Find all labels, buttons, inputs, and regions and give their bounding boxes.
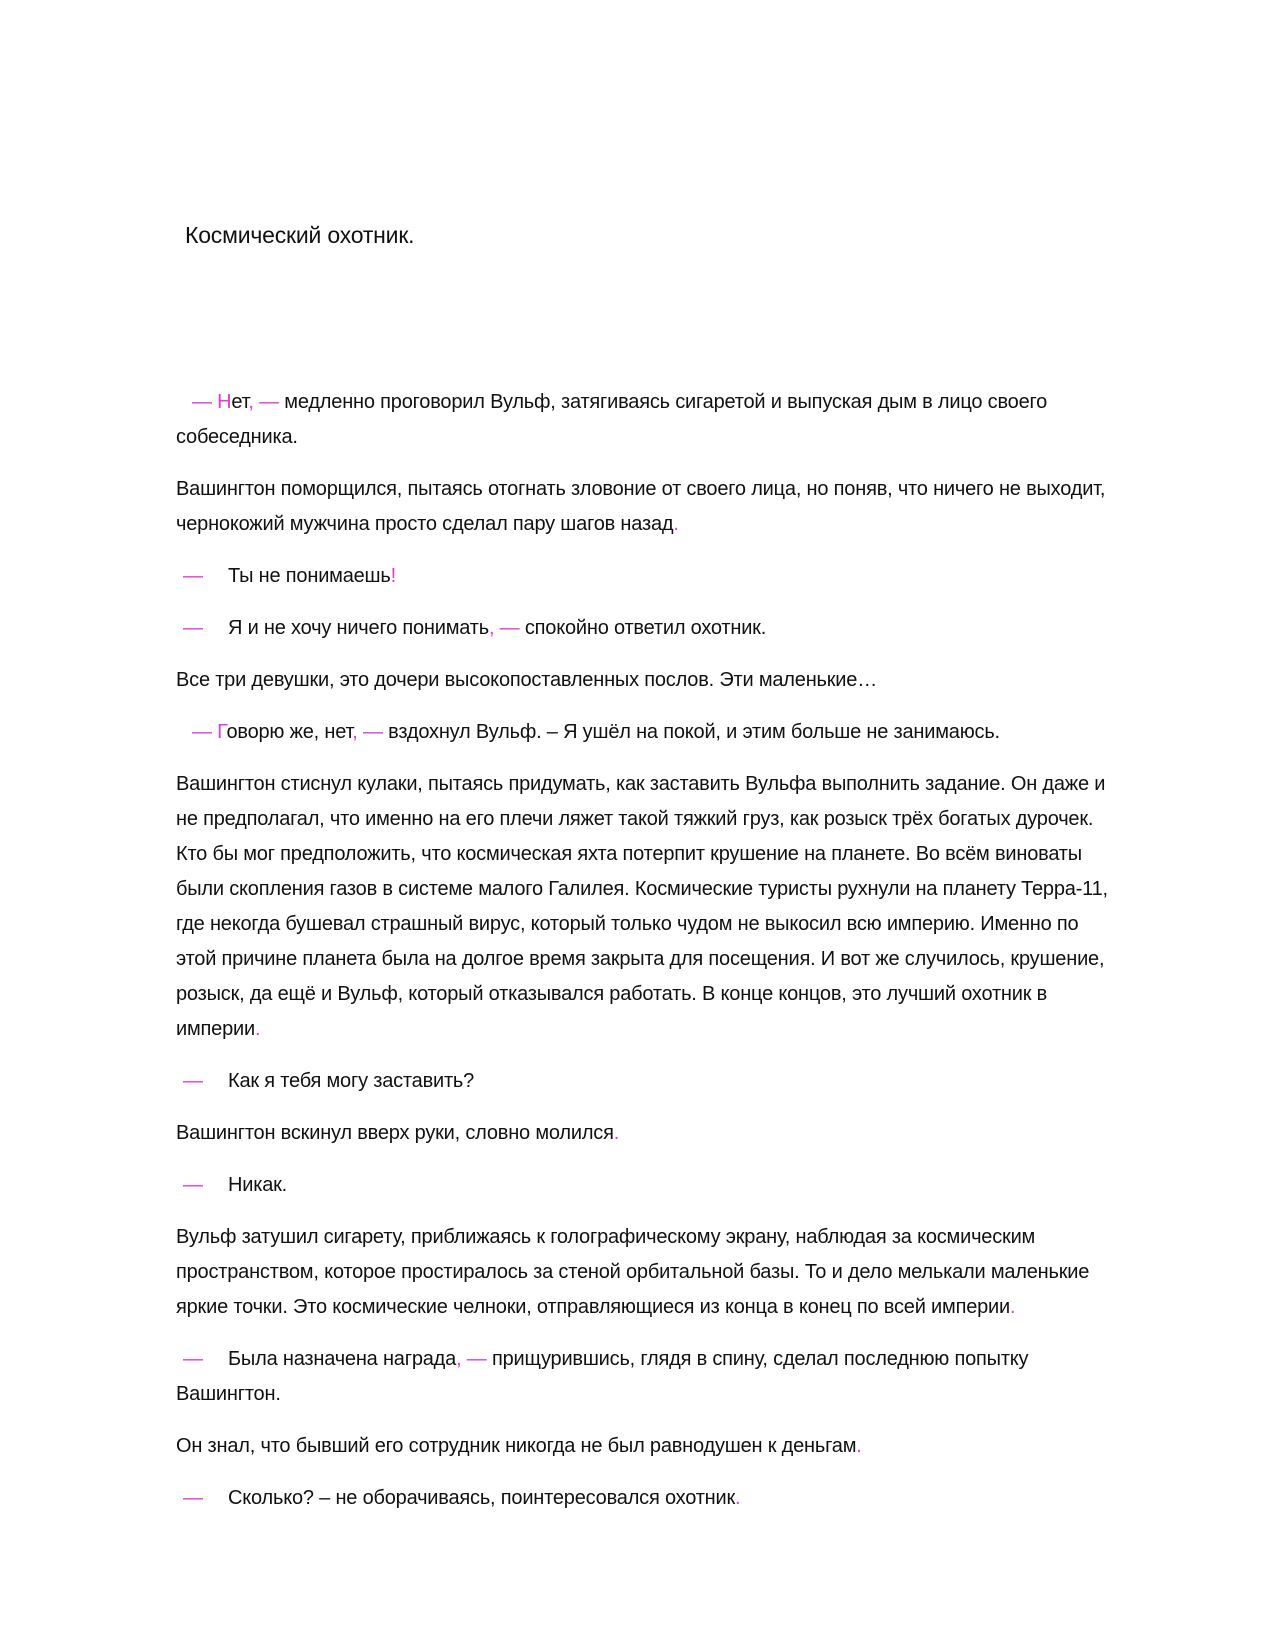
text-run: .	[254, 1018, 261, 1040]
text-run: где некогда бушевал страшный вирус, который только чудом не выкосил всю империю. Именно по	[176, 913, 1079, 935]
text-line	[176, 420, 1179, 455]
text-run: Я и не хочу ничего понимать	[228, 617, 489, 639]
text-line	[176, 1168, 1179, 1203]
text-line	[176, 611, 1179, 646]
text-line	[176, 907, 1179, 942]
text-run: .	[856, 1435, 862, 1457]
text-run: Ты не понимаешь	[228, 565, 391, 587]
text-run: были скопления газов в системе малого Галилея. Космические туристы рухнули на планету Терра-11,	[176, 878, 1108, 900]
text-run: .	[735, 1487, 741, 1509]
text-run: Вашингтон вскинул вверх руки, словно молился	[176, 1122, 614, 1144]
paragraph-14-dialogue	[176, 1481, 1179, 1516]
dialogue-dash: —	[183, 1174, 203, 1196]
document-title: Космический охотник.	[185, 222, 415, 248]
paragraph-6-quote	[176, 715, 1179, 750]
text-line	[176, 872, 1179, 907]
paragraph-2-plain	[176, 472, 1179, 542]
text-run: Никак.	[228, 1174, 288, 1196]
text-line	[176, 1342, 1179, 1377]
paragraph-4-dialogue	[176, 611, 1179, 646]
text-run: чернокожий мужчина просто сделал пару шагов назад	[176, 513, 674, 535]
text-line	[176, 1220, 1179, 1255]
text-run: — Г	[192, 721, 227, 743]
text-line	[176, 663, 1179, 698]
text-run: , —	[488, 617, 525, 639]
text-line	[176, 559, 1179, 594]
paragraph-5-plain	[176, 663, 1179, 698]
text-run: , —	[352, 721, 389, 743]
paragraph-10-dialogue	[176, 1168, 1179, 1203]
text-line	[176, 1290, 1179, 1325]
text-line	[176, 507, 1179, 542]
paragraph-1-quote	[176, 385, 1179, 455]
text-run: империи	[176, 1018, 255, 1040]
text-line	[176, 1377, 1179, 1412]
text-run: пространством, которое простиралось за стеной орбитальной базы. То и дело мелькали маленькие	[176, 1261, 1090, 1283]
text-run: прищурившись, глядя в спину, сделал последнюю попытку	[491, 1348, 1029, 1370]
text-run: Вульф затушил сигарету, приближаясь к голографическому экрану, наблюдая за космическим	[176, 1226, 1036, 1248]
text-run: .	[673, 513, 679, 535]
text-run: Кто бы мог предположить, что космическая яхта потерпит крушение на планете. Во всём виноваты	[176, 843, 1082, 865]
text-line	[176, 1481, 1179, 1516]
text-line	[176, 1116, 1179, 1151]
text-line	[176, 715, 1179, 750]
dialogue-dash: —	[183, 1348, 203, 1370]
text-run: , —	[248, 391, 285, 413]
text-run: Вашингтон стиснул кулаки, пытаясь придумать, как заставить Вульфа выполнить задание. Он даже и	[176, 773, 1106, 795]
paragraph-11-plain	[176, 1220, 1179, 1325]
text-line	[176, 767, 1179, 802]
text-run: Все три девушки, это дочери высокопоставленных послов. Эти маленькие…	[176, 669, 878, 691]
text-run: Как я тебя могу заставить?	[228, 1070, 475, 1092]
text-line	[176, 1255, 1179, 1290]
text-run: Вашингтон.	[176, 1383, 281, 1405]
paragraph-3-dialogue	[176, 559, 1179, 594]
text-run: !	[390, 565, 396, 587]
text-line	[176, 472, 1179, 507]
text-run: .	[1010, 1296, 1016, 1318]
dialogue-dash: —	[183, 617, 203, 639]
text-run: медленно проговорил Вульф, затягиваясь сигаретой и выпуская дым в лицо своего	[284, 391, 1048, 413]
paragraph-9-plain	[176, 1116, 1179, 1151]
text-line	[176, 837, 1179, 872]
text-run: розыск, да ещё и Вульф, который отказывался работать. В конце концов, это лучший охотник в	[176, 983, 1048, 1005]
text-run: , —	[456, 1348, 492, 1370]
text-run: Сколько? – не оборачиваясь, поинтересовался охотник	[228, 1487, 736, 1509]
text-run: этой причине планета была на долгое время закрыта для посещения. И вот же случилось, крушение,	[176, 948, 1105, 970]
text-run: Он знал, что бывший его сотрудник никогда не был равнодушен к деньгам	[176, 1435, 857, 1457]
text-line	[176, 942, 1179, 977]
paragraph-8-dialogue	[176, 1064, 1179, 1099]
paragraph-12-dialogue	[176, 1342, 1179, 1412]
dialogue-dash: —	[183, 1070, 203, 1092]
text-run: — Н	[192, 391, 232, 413]
text-run: яркие точки. Это космические челноки, отправляющиеся из конца в конец по всей империи	[176, 1296, 1010, 1318]
text-line	[176, 1429, 1179, 1464]
text-line	[176, 802, 1179, 837]
text-run: Вашингтон поморщился, пытаясь отогнать зловоние от своего лица, но поняв, что ничего не выходит,	[176, 478, 1106, 500]
paragraph-7-plain	[176, 767, 1179, 1047]
text-run: ет	[231, 391, 249, 413]
text-line	[176, 1064, 1179, 1099]
text-run: не предполагал, что именно на его плечи ляжет такой тяжкий груз, как розыск трёх богатых дурочек.	[176, 808, 1094, 830]
text-run: Была назначена награда	[228, 1348, 457, 1370]
text-run: спокойно ответил охотник.	[524, 617, 767, 639]
text-run: оворю же, нет	[226, 721, 353, 743]
dialogue-dash: —	[183, 1487, 203, 1509]
text-line	[176, 977, 1179, 1012]
text-run: вздохнул Вульф. – Я ушёл на покой, и этим больше не занимаюсь.	[388, 721, 1000, 743]
dialogue-dash: —	[183, 565, 203, 587]
text-line	[176, 385, 1179, 420]
text-line	[176, 1012, 1179, 1047]
paragraph-13-plain	[176, 1429, 1179, 1464]
text-run: собеседника.	[176, 426, 298, 448]
document-body	[176, 385, 1179, 1516]
text-run: .	[613, 1122, 620, 1144]
